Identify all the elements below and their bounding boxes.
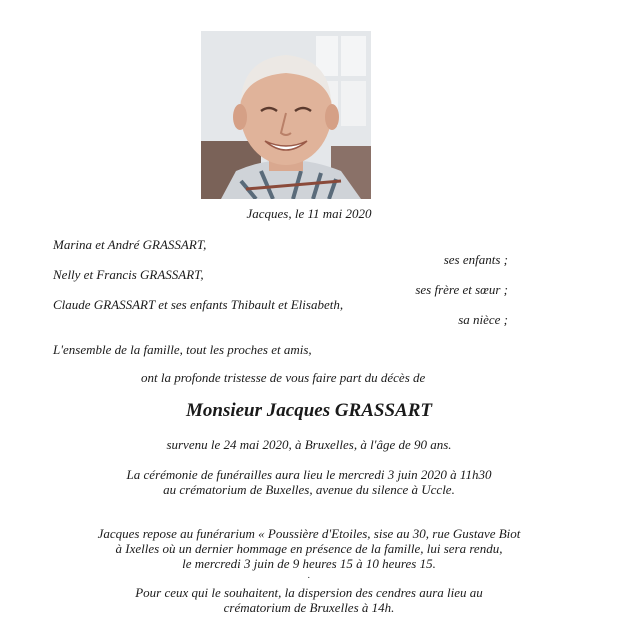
repose-line-3: le mercredi 3 juin de 9 heures 15 à 10 heures 15. [182,556,436,571]
family-names-3: Claude GRASSART et ses enfants Thibault et Elisabeth, [53,297,344,312]
repose-line-2: à Ixelles où un dernier hommage en présence de la famille, lui sera rendu, [115,541,503,556]
ashes-line-2: crématorium de Bruxelles à 14h. [223,600,395,615]
ceremony-line-1: La cérémonie de funérailles aura lieu le mercredi 3 juin 2020 à 11h30 [126,467,492,482]
family-relation-3: sa nièce ; [458,312,508,327]
death-info: survenu le 24 mai 2020, à Bruxelles, à l'âge de 90 ans. [166,437,452,452]
family-relation-1: ses enfants ; [443,252,508,267]
announcement-line: ont la profonde tristesse de vous faire part du décès de [141,370,426,385]
separator-dot: . [307,570,311,580]
deceased-name: Monsieur Jacques GRASSART [185,400,432,421]
ashes-line-1: Pour ceux qui le souhaitent, la dispersion des cendres aura lieu au [135,585,483,600]
whole-family-line: L'ensemble de la famille, tout les proches et amis, [53,342,312,357]
portrait-photo [201,31,371,199]
photo-caption: Jacques, le 11 mai 2020 [246,206,372,221]
ceremony-line-2: au crématorium de Buxelles, avenue du silence à Uccle. [163,482,455,497]
repose-line-1: Jacques repose au funérarium « Poussière d'Etoiles, sise au 30, rue Gustave Biot [97,526,521,541]
family-relation-2: ses frère et sœur ; [415,282,508,297]
family-names-2: Nelly et Francis GRASSART, [53,267,204,282]
family-names-1: Marina et André GRASSART, [53,237,207,252]
